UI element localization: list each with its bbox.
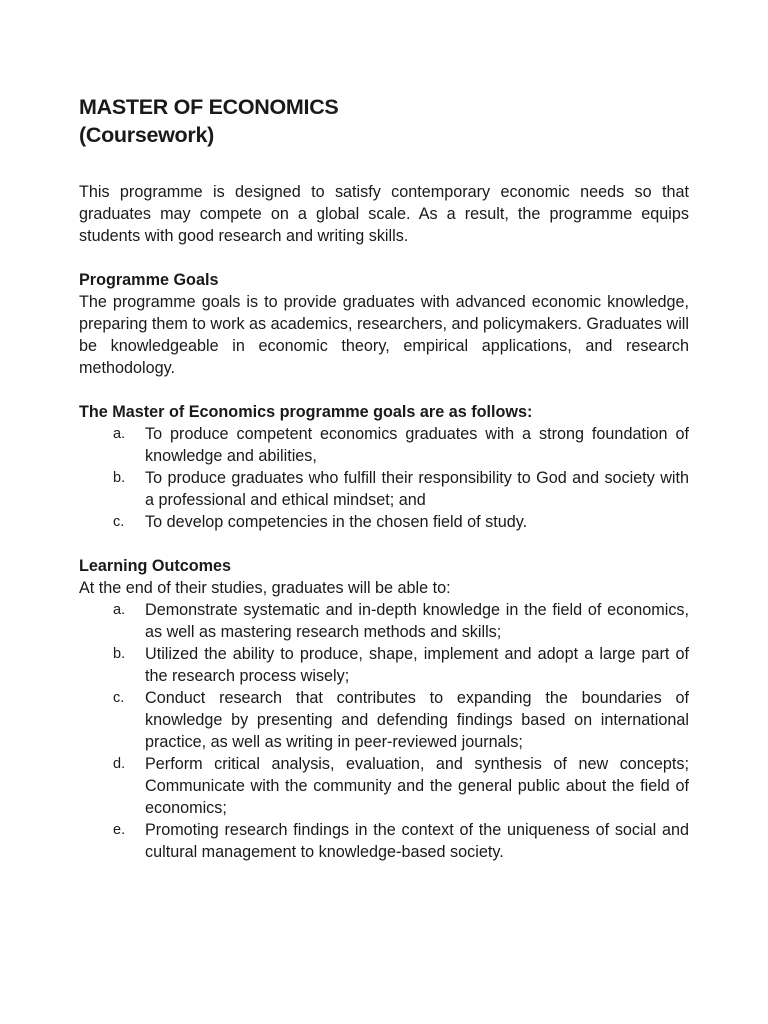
list-item-text: Conduct research that contributes to expanding the boundaries of knowledge by presenting and defending findings based on international practice, as well as writing in peer-reviewed journals; [145,689,689,751]
list-marker: a. [113,602,126,618]
outcomes-list [79,599,689,863]
list-item [79,599,689,643]
list-item [79,819,689,863]
list-item [79,753,689,819]
list-item-text: To produce competent economics graduates with a strong foundation of knowledge and abilities, [145,425,689,465]
goals-list-heading: The Master of Economics programme goals are as follows: [79,403,533,421]
list-marker: c. [113,690,125,706]
list-item [79,423,689,467]
learning-outcomes-intro: At the end of their studies, graduates will be able to: [79,579,451,597]
list-item-text: Perform critical analysis, evaluation, and synthesis of new concepts; Communicate with the community and the general public about the field of economics; [145,755,689,817]
list-marker: a. [113,426,126,442]
document-title [79,93,689,149]
spacer [79,533,689,555]
list-item [79,687,689,753]
list-marker: b. [113,646,126,662]
spacer [79,149,689,181]
programme-goals-heading: Programme Goals [79,271,219,289]
list-item-text: Promoting research findings in the context of the uniqueness of social and cultural management to knowledge-based society. [145,821,689,861]
goals-list [79,423,689,533]
title-line-1: MASTER OF ECONOMICS [79,95,339,119]
title-line-2: (Coursework) [79,123,214,147]
list-item-text: Demonstrate systematic and in-depth knowledge in the field of economics, as well as mastering research methods and skills; [145,601,689,641]
list-marker: d. [113,756,126,772]
intro-paragraph: This programme is designed to satisfy contemporary economic needs so that graduates may compete on a global scale. As a result, the programme equips students with good research and writing skills. [79,183,689,245]
document-page [79,93,689,863]
list-item [79,467,689,511]
spacer [79,247,689,269]
list-marker: c. [113,514,125,530]
list-item-text: To produce graduates who fulfill their responsibility to God and society with a professional and ethical mindset; and [145,469,689,509]
list-item [79,643,689,687]
spacer [79,379,689,401]
list-item-text: Utilized the ability to produce, shape, implement and adopt a large part of the research process wisely; [145,645,689,685]
list-item [79,511,689,533]
programme-goals-paragraph: The programme goals is to provide graduates with advanced economic knowledge, preparing them to work as academics, researchers, and policymakers. Graduates will be knowledgeable in economic theory, empirical applications, and research methodology. [79,293,689,377]
learning-outcomes-heading: Learning Outcomes [79,557,232,575]
list-marker: e. [113,822,126,838]
list-item-text: To develop competencies in the chosen field of study. [145,513,528,531]
list-marker: b. [113,470,126,486]
